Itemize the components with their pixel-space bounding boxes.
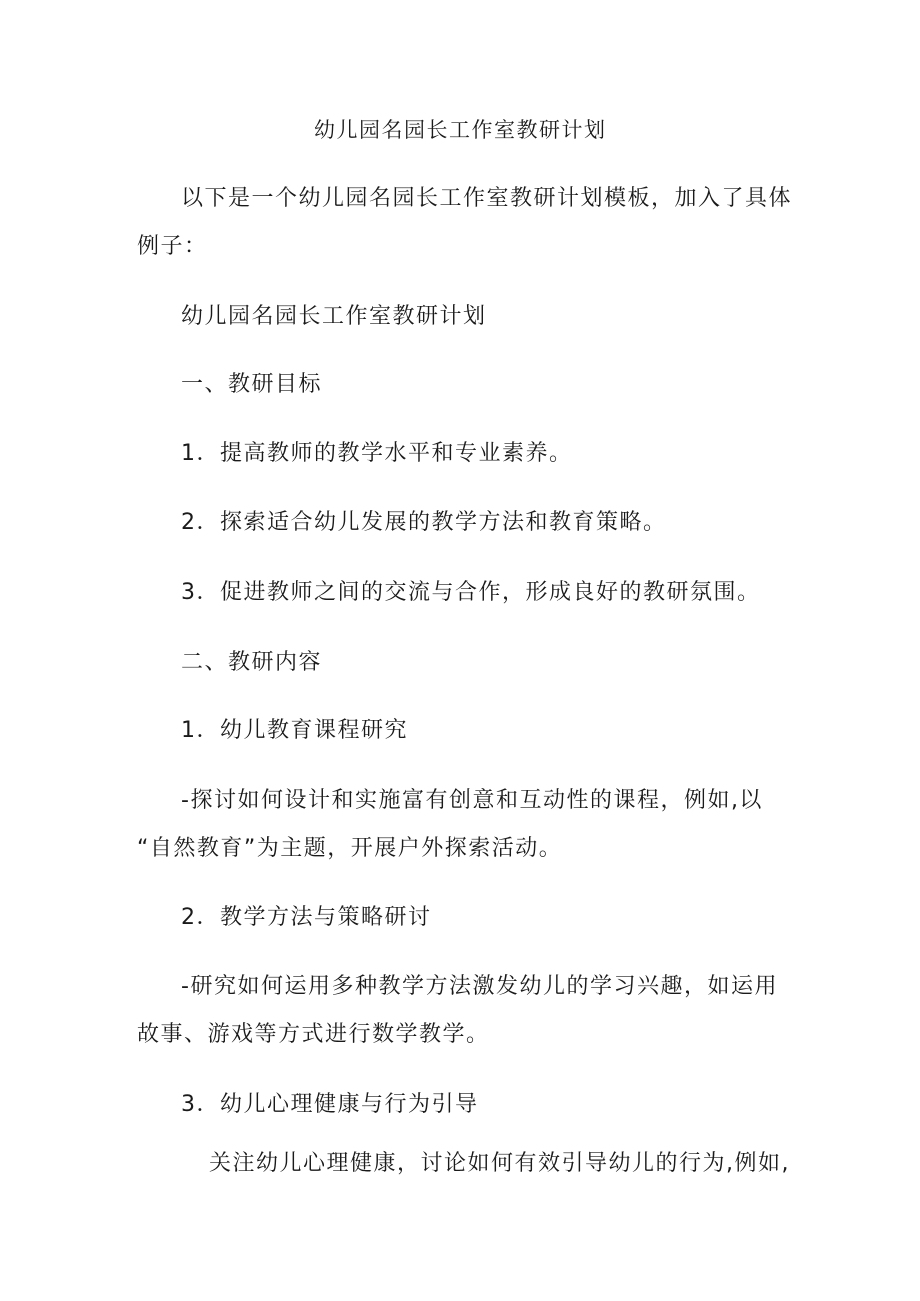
section2-item2-desc-line1: -研究如何运用多种教学方法激发幼儿的学习兴趣，如运用 [181, 974, 778, 999]
document-subtitle: 幼儿园名园长工作室教研计划 [181, 304, 487, 329]
section1-item-2: 2．探索适合幼儿发展的教学方法和教育策略。 [181, 510, 667, 535]
section2-item2-desc-line2: 故事、游戏等方式进行数学教学。 [137, 1022, 490, 1047]
section2-item3-title: 3．幼儿心理健康与行为引导 [181, 1092, 479, 1117]
section2-item3-desc-line1: 关注幼儿心理健康，讨论如何有效引导幼儿的行为,例如, [209, 1151, 790, 1176]
section2-heading: 二、教研内容 [181, 650, 323, 675]
section2-item1-desc-line1: -探讨如何设计和实施富有创意和互动性的课程，例如,以 [181, 788, 763, 813]
intro-line-2: 例子： [137, 234, 208, 259]
section2-item2-title: 2．教学方法与策略研讨 [181, 905, 432, 930]
section2-item1-title: 1．幼儿教育课程研究 [181, 718, 408, 743]
document-title: 幼儿园名园长工作室教研计划 [314, 118, 607, 142]
section1-item-3: 3．促进教师之间的交流与合作，形成良好的教研氛围。 [181, 580, 761, 605]
section1-item-1: 1．提高教师的教学水平和专业素养。 [181, 441, 573, 466]
section1-heading: 一、教研目标 [181, 372, 323, 397]
intro-line-1: 以下是一个幼儿园名园长工作室教研计划模板，加入了具体 [181, 186, 793, 211]
section2-item1-desc-line2: “自然教育”为主题，开展户外探索活动。 [137, 836, 563, 861]
